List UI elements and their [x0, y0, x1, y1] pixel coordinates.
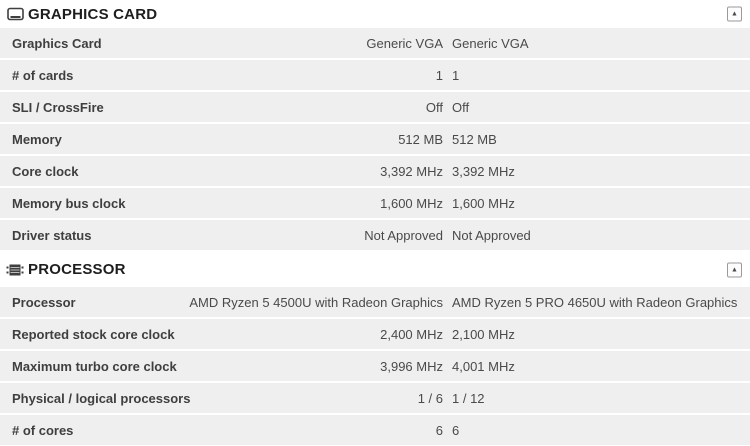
processor-section [0, 252, 750, 445]
row-value-system1: Not Approved [364, 227, 443, 243]
row-value-system1: 1 / 6 [417, 390, 443, 406]
row-label: Processor [12, 294, 76, 310]
row-value-system2: 4,001 MHz [452, 358, 515, 374]
row-value-system1: 3,996 MHz [380, 358, 443, 374]
row-label: Memory [12, 131, 62, 147]
row-label: Core clock [12, 163, 79, 179]
table-row [0, 220, 750, 250]
row-value-system2: AMD Ryzen 5 PRO 4650U with Radeon Graphics [452, 294, 738, 310]
row-value-system1: Generic VGA [366, 35, 443, 51]
collapse-arrow-icon: ▲ [731, 266, 738, 273]
row-value-system2: 1 / 12 [452, 390, 485, 406]
row-value-system1: 1,600 MHz [380, 195, 443, 211]
row-value-system1: 3,392 MHz [380, 163, 443, 179]
section-title: GRAPHICS CARD [28, 5, 158, 23]
section-header [0, 0, 750, 28]
row-value-system2: 6 [452, 422, 460, 438]
row-label: Driver status [12, 227, 92, 243]
row-value-system2: 1,600 MHz [452, 195, 515, 211]
collapse-section-button[interactable] [727, 262, 742, 277]
collapse-section-button[interactable] [727, 7, 742, 22]
table-row [0, 415, 750, 445]
processor-table [0, 287, 750, 445]
section-title: PROCESSOR [28, 261, 126, 278]
table-row [0, 287, 750, 317]
table-row [0, 60, 750, 90]
table-row [0, 92, 750, 122]
row-label: Physical / logical processors [12, 390, 191, 406]
table-row [0, 156, 750, 186]
table-row [0, 383, 750, 413]
row-value-system2: 3,392 MHz [452, 163, 515, 179]
row-label: SLI / CrossFire [12, 99, 104, 115]
row-label: Maximum turbo core clock [12, 358, 177, 374]
table-row [0, 188, 750, 218]
row-value-system2: 1 [452, 67, 460, 83]
row-label: Graphics Card [12, 35, 102, 51]
row-label: Memory bus clock [12, 195, 126, 211]
row-label: # of cores [12, 422, 74, 438]
processor-icon [6, 262, 24, 278]
row-value-system1: 2,400 MHz [380, 326, 443, 342]
table-row [0, 319, 750, 349]
row-value-system1: Off [425, 99, 443, 115]
row-value-system2: Off [452, 99, 470, 115]
section-header [0, 252, 750, 287]
row-value-system1: 1 [435, 67, 443, 83]
table-row [0, 124, 750, 154]
row-label: # of cards [12, 67, 74, 83]
row-value-system2: 512 MB [452, 131, 497, 147]
row-label: Reported stock core clock [12, 326, 175, 342]
collapse-arrow-icon: ▲ [731, 10, 738, 18]
row-value-system1: 6 [435, 422, 443, 438]
table-row [0, 351, 750, 381]
row-value-system2: Generic VGA [452, 35, 529, 51]
row-value-system1: AMD Ryzen 5 4500U with Radeon Graphics [189, 294, 443, 310]
graphics-card-icon [6, 6, 24, 22]
table-row [0, 28, 750, 58]
row-value-system1: 512 MB [398, 131, 443, 147]
row-value-system2: 2,100 MHz [452, 326, 515, 342]
row-value-system2: Not Approved [452, 227, 531, 243]
graphics-card-table [0, 28, 750, 250]
